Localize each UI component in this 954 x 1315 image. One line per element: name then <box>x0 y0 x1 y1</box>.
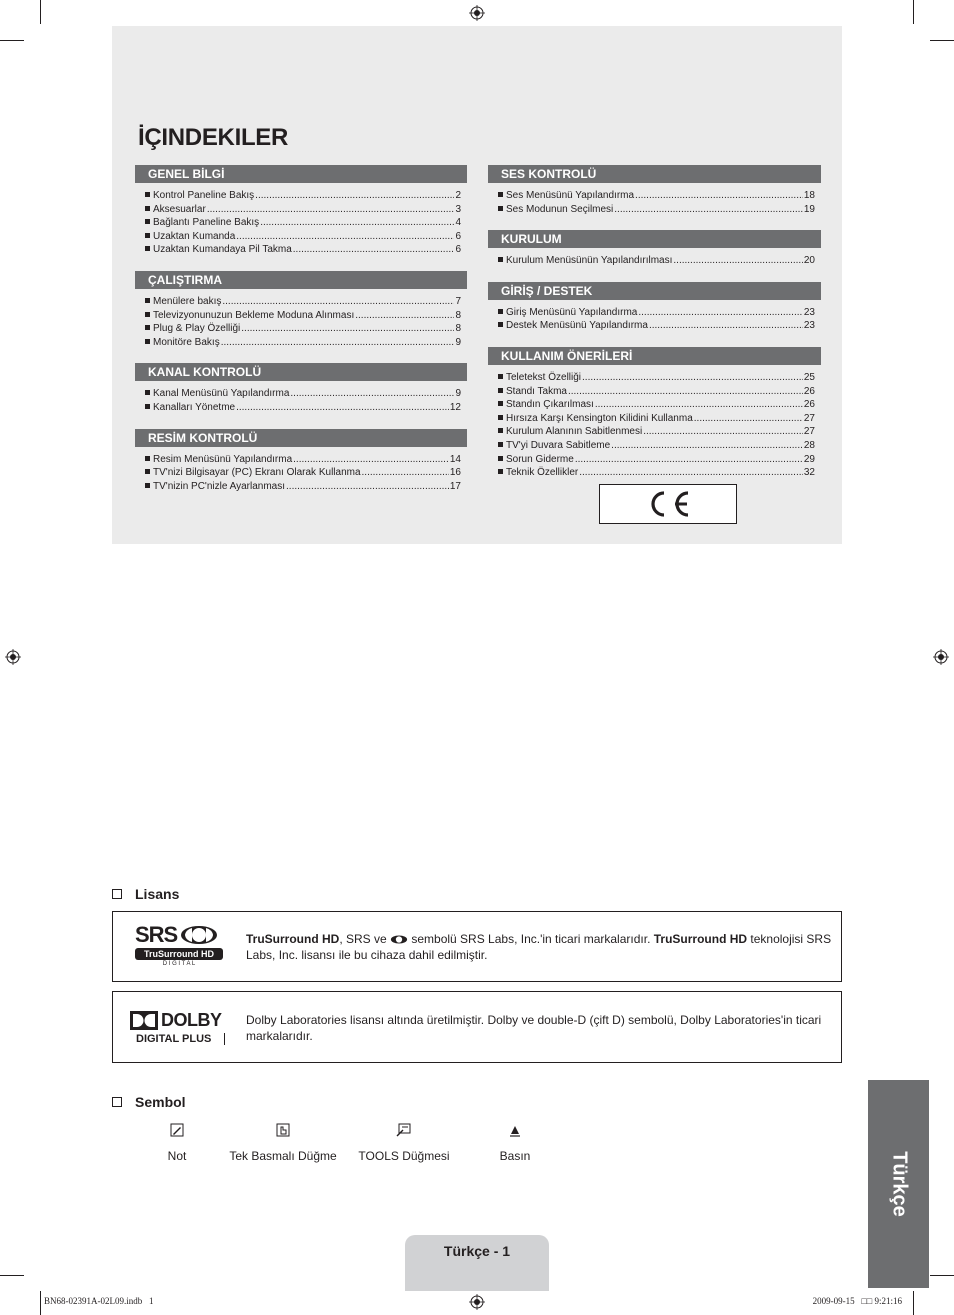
square-bullet-icon <box>145 390 150 395</box>
toc-entry-label: Destek Menüsünü Yapılandırma <box>506 320 648 332</box>
square-bullet-icon <box>145 192 150 197</box>
toc-entry-page: 17 <box>449 480 461 492</box>
ce-mark-box <box>599 484 737 524</box>
toc-entry[interactable] <box>135 401 467 415</box>
dot-leader <box>355 309 454 323</box>
toc-entry[interactable] <box>135 203 467 217</box>
square-bullet-icon <box>145 206 150 211</box>
toc-section <box>488 347 821 480</box>
toc-entry-page: 23 <box>803 320 815 332</box>
one-touch-icon <box>276 1123 290 1137</box>
toc-entry-label: Resim Menüsünü Yapılandırma <box>153 453 293 465</box>
toc-entry[interactable] <box>488 189 821 203</box>
dolby-license-box <box>112 991 842 1063</box>
dot-leader <box>286 480 449 494</box>
toc-section-heading: KURULUM <box>488 230 821 248</box>
srs-text-part: , SRS ve <box>339 932 391 946</box>
toc-entry-page: 6 <box>455 244 461 256</box>
press-icon <box>509 1123 521 1137</box>
crop-mark <box>930 1275 954 1276</box>
toc-entry[interactable] <box>135 295 467 309</box>
toc-entry[interactable] <box>488 385 821 399</box>
dot-leader <box>255 189 454 203</box>
checkbox-square-icon <box>112 1097 122 1107</box>
dot-leader <box>236 230 454 244</box>
toc-entry-page: 6 <box>455 230 461 242</box>
toc-entry-label: Standı Takma <box>506 385 567 397</box>
license-heading <box>112 886 179 902</box>
toc-entry[interactable] <box>135 322 467 336</box>
dot-leader <box>673 254 802 268</box>
dot-leader <box>568 385 803 399</box>
toc-entry[interactable] <box>488 439 821 453</box>
toc-entry-label: Hırsıza Karşı Kensington Kilidini Kullanma <box>506 412 693 424</box>
square-bullet-icon <box>145 246 150 251</box>
ce-mark-icon <box>600 485 736 523</box>
srs-logo-sub: TruSurround HD <box>135 948 223 960</box>
toc-entry-page: 14 <box>449 453 461 465</box>
dot-leader <box>221 336 455 350</box>
toc-entry[interactable] <box>135 453 467 467</box>
toc-entry[interactable] <box>488 319 821 333</box>
registration-mark-icon <box>5 649 21 665</box>
toc-entry-page: 9 <box>455 388 461 400</box>
toc-entry-label: Kontrol Paneline Bakış <box>153 190 255 201</box>
square-bullet-icon <box>498 469 503 474</box>
toc-entry-label: Monitöre Bakış <box>153 336 220 348</box>
toc-entry-page: 18 <box>803 190 815 201</box>
toc-entry-page: 27 <box>803 426 815 438</box>
toc-entry-label: Uzaktan Kumanda <box>153 230 236 242</box>
square-bullet-icon <box>145 325 150 330</box>
dot-leader <box>649 319 803 333</box>
toc-entry-label: Menülere bakış <box>153 295 222 307</box>
note-icon <box>170 1123 184 1137</box>
language-side-tab-text: Türkçe <box>888 1151 910 1217</box>
crop-mark <box>913 0 914 24</box>
toc-section <box>135 363 467 414</box>
toc-title: İÇINDEKILER <box>138 124 289 151</box>
toc-entry-page: 25 <box>803 371 815 383</box>
toc-entry-label: TV'nizi Bilgisayar (PC) Ekranı Olarak Kullanma <box>153 467 361 479</box>
toc-entry-page: 2 <box>455 190 461 201</box>
toc-entry[interactable] <box>135 243 467 257</box>
toc-entry[interactable] <box>488 398 821 412</box>
footer-file-info: BN68-02391A-02L09.indb 1 <box>44 1296 154 1306</box>
symbol-label: Tek Basmalı Düğme <box>229 1149 337 1163</box>
toc-entry-label: Plug & Play Özelliği <box>153 323 241 335</box>
toc-entry-page: 16 <box>449 467 461 479</box>
dot-leader <box>635 189 803 203</box>
crop-mark <box>0 40 24 41</box>
registration-mark-icon <box>469 1294 485 1310</box>
toc-entry[interactable] <box>135 230 467 244</box>
dot-leader <box>694 412 803 426</box>
toc-entry-page: 26 <box>803 399 815 411</box>
toc-section <box>135 429 467 494</box>
toc-entry-label: Sorun Giderme <box>506 453 574 465</box>
dolby-license-text: Dolby Laboratories lisansı altında üretilmiştir. Dolby ve double-D (çift D) sembolü, Dolby Laboratories'in ticari markalarıdır. <box>246 1013 822 1043</box>
dot-leader <box>575 453 803 467</box>
srs-logo <box>135 924 223 967</box>
toc-entry-page: 26 <box>803 385 815 397</box>
dot-leader <box>260 216 454 230</box>
toc-entry-label: Ses Menüsünü Yapılandırma <box>506 190 635 201</box>
square-bullet-icon <box>498 322 503 327</box>
toc-entry-page: 29 <box>803 453 815 465</box>
square-bullet-icon <box>498 401 503 406</box>
toc-entry[interactable] <box>135 336 467 350</box>
srs-symbol-icon <box>390 935 408 944</box>
toc-entry-label: Standın Çıkarılması <box>506 399 594 411</box>
srs-text-bold: TruSurround HD <box>246 932 340 946</box>
toc-entry-label: Ses Modunun Seçilmesi <box>506 203 614 215</box>
symbol-press <box>485 1120 545 1163</box>
square-bullet-icon <box>498 388 503 393</box>
symbol-one-touch <box>223 1120 343 1163</box>
toc-entry-page: 4 <box>455 217 461 229</box>
dot-leader <box>362 466 449 480</box>
toc-entry-page: 3 <box>455 203 461 215</box>
srs-circle-icon <box>179 925 219 945</box>
toc-entry-label: Televizyonunuzun Bekleme Moduna Alınması <box>153 309 355 321</box>
toc-entry[interactable] <box>488 466 821 480</box>
toc-entry-page: 19 <box>803 203 815 215</box>
dot-leader <box>241 322 454 336</box>
crop-mark <box>930 40 954 41</box>
toc-entry[interactable] <box>135 466 467 480</box>
dot-leader <box>582 371 803 385</box>
license-heading-text: Lisans <box>135 886 180 902</box>
dot-leader <box>614 203 803 217</box>
toc-entry[interactable] <box>488 425 821 439</box>
toc-entry-label: Teletekst Özelliği <box>506 371 582 383</box>
dot-leader <box>293 243 455 257</box>
square-bullet-icon <box>498 456 503 461</box>
symbol-tools <box>354 1120 454 1163</box>
toc-entry-page: 28 <box>803 439 815 451</box>
dot-leader <box>638 306 803 320</box>
toc-entry-page: 9 <box>455 336 461 348</box>
toc-entry-page: 12 <box>449 401 461 413</box>
toc-entry-label: Teknik Özellikler <box>506 467 579 479</box>
square-bullet-icon <box>145 483 150 488</box>
symbol-heading-text: Sembol <box>135 1094 186 1110</box>
square-bullet-icon <box>145 456 150 461</box>
crop-mark <box>40 0 41 24</box>
toc-entry-page: 20 <box>803 255 815 267</box>
crop-mark <box>40 1291 41 1315</box>
toc-entry[interactable] <box>135 480 467 494</box>
square-bullet-icon <box>145 404 150 409</box>
toc-section-heading: GENEL BİLGİ <box>135 165 467 183</box>
toc-entry-page: 7 <box>455 295 461 307</box>
dot-leader <box>290 387 454 401</box>
toc-entry[interactable] <box>488 306 821 320</box>
dot-leader <box>236 401 449 415</box>
symbol-note <box>147 1120 207 1163</box>
page-number-label: Türkçe - 1 <box>443 1243 511 1259</box>
dolby-logo-sub: DIGITAL PLUS <box>130 1033 225 1045</box>
dolby-logo-text: DOLBY <box>161 1010 222 1030</box>
square-bullet-icon <box>145 298 150 303</box>
square-bullet-icon <box>145 312 150 317</box>
srs-text-bold: TruSurround HD <box>653 932 748 946</box>
toc-section <box>488 230 821 268</box>
square-bullet-icon <box>498 374 503 379</box>
toc-entry-label: Bağlantı Paneline Bakış <box>153 217 260 229</box>
toc-section-heading: KANAL KONTROLÜ <box>135 363 467 381</box>
dolby-double-d-icon <box>130 1011 158 1030</box>
square-bullet-icon <box>498 415 503 420</box>
toc-entry[interactable] <box>488 453 821 467</box>
square-bullet-icon <box>145 339 150 344</box>
dot-leader <box>207 203 455 217</box>
registration-mark-icon <box>933 649 949 665</box>
crop-mark <box>913 1291 914 1315</box>
toc-entry-label: Kurulum Alanının Sabitlenmesi <box>506 426 643 438</box>
toc-entry-label: Kanal Menüsünü Yapılandırma <box>153 388 290 400</box>
dolby-logo <box>130 1011 228 1045</box>
dot-leader <box>222 295 454 309</box>
language-side-tab <box>868 1080 929 1288</box>
toc-entry[interactable] <box>135 309 467 323</box>
toc-section <box>135 271 467 349</box>
srs-license-text <box>246 931 836 963</box>
symbol-heading <box>112 1094 186 1110</box>
footer-timestamp: 2009-09-15 □□ 9:21:16 <box>812 1296 902 1306</box>
symbol-label: TOOLS Düğmesi <box>358 1149 450 1163</box>
symbol-label: Not <box>167 1149 187 1163</box>
square-bullet-icon <box>145 219 150 224</box>
toc-section-heading: RESİM KONTROLÜ <box>135 429 467 447</box>
toc-entry[interactable] <box>135 387 467 401</box>
square-bullet-icon <box>498 442 503 447</box>
toc-entry-label: Aksesuarlar <box>153 203 206 215</box>
dot-leader <box>293 453 449 467</box>
checkbox-square-icon <box>112 889 122 899</box>
dot-leader <box>579 466 803 480</box>
square-bullet-icon <box>145 233 150 238</box>
toc-entry-label: Kanalları Yönetme <box>153 401 236 413</box>
toc-entry[interactable] <box>488 203 821 217</box>
toc-entry[interactable] <box>488 412 821 426</box>
srs-logo-sub2: D I G I T A L <box>162 961 196 967</box>
page-number-tab <box>405 1235 549 1291</box>
toc-entry-page: 32 <box>803 467 815 479</box>
square-bullet-icon <box>145 469 150 474</box>
srs-logo-text: SRS <box>135 922 178 947</box>
toc-entry[interactable] <box>488 371 821 385</box>
toc-entry-page: 8 <box>455 323 461 335</box>
toc-entry[interactable] <box>135 216 467 230</box>
srs-text-part: teknolojisi SRS Labs, Inc. lisansı ile bu cihaza dahil edilmiştir. <box>246 932 832 962</box>
dot-leader <box>611 439 803 453</box>
toc-entry[interactable] <box>488 254 821 268</box>
toc-section-heading: KULLANIM ÖNERİLERİ <box>488 347 821 365</box>
dot-leader <box>643 425 803 439</box>
toc-section-heading: SES KONTROLÜ <box>488 165 821 183</box>
toc-section <box>488 165 821 216</box>
toc-left-column <box>135 165 467 507</box>
tools-icon <box>396 1123 412 1137</box>
dot-leader <box>595 398 803 412</box>
toc-section-heading: GİRİŞ / DESTEK <box>488 282 821 300</box>
toc-entry-label: TV'yi Duvara Sabitleme <box>506 439 611 451</box>
square-bullet-icon <box>498 192 503 197</box>
square-bullet-icon <box>498 257 503 262</box>
toc-entry-page: 23 <box>803 306 815 318</box>
toc-section <box>135 165 467 257</box>
toc-entry-label: Uzaktan Kumandaya Pil Takma <box>153 244 292 256</box>
toc-section-heading: ÇALIŞTIRMA <box>135 271 467 289</box>
toc-entry-page: 27 <box>803 412 815 424</box>
toc-entry-page: 8 <box>455 309 461 321</box>
toc-right-column <box>488 165 821 494</box>
srs-license-box <box>112 911 842 982</box>
square-bullet-icon <box>498 309 503 314</box>
srs-text-part: sembolü SRS Labs, Inc.'in ticari markalarıdır. <box>408 932 654 946</box>
square-bullet-icon <box>498 206 503 211</box>
toc-entry-label: TV'nizin PC'nizle Ayarlanması <box>153 480 286 492</box>
toc-entry-label: Giriş Menüsünü Yapılandırma <box>506 306 638 318</box>
toc-entry-label: Kurulum Menüsünün Yapılandırılması <box>506 255 673 267</box>
symbol-label: Basın <box>499 1149 531 1163</box>
registration-mark-icon <box>469 5 485 21</box>
toc-section <box>488 282 821 333</box>
square-bullet-icon <box>498 428 503 433</box>
toc-entry[interactable] <box>135 189 467 203</box>
crop-mark <box>0 1275 24 1276</box>
